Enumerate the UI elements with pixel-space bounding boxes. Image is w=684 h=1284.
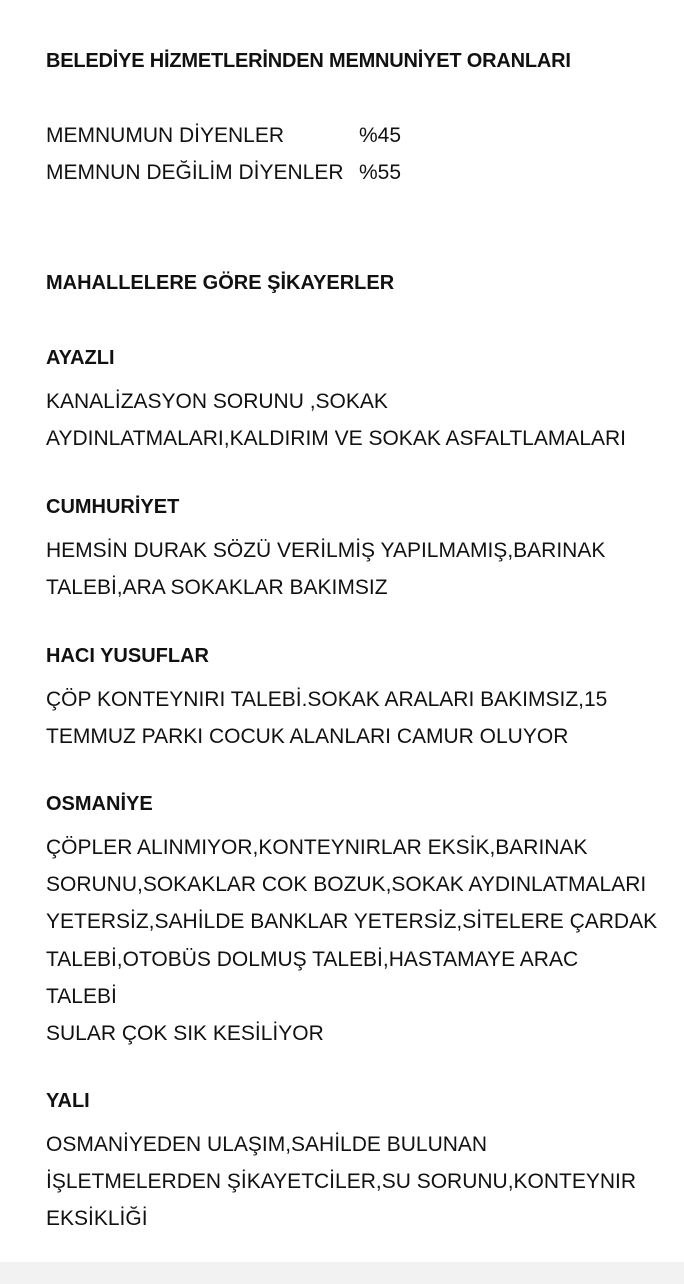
stat-value: %55	[359, 161, 402, 184]
neighborhood-cumhuriyet	[46, 495, 666, 606]
unsatisfied-stat	[46, 161, 402, 185]
neighborhood-complaints: OSMANİYEDEN ULAŞIM,SAHİLDE BULUNAN İŞLETMELERDEN ŞİKAYETCİLER,SU SORUNU,KONTEYNIR EKSİKLİĞİ	[46, 1133, 637, 1231]
neighborhood-name: HACI YUSUFLAR	[46, 645, 209, 667]
neighborhood-name: AYAZLI	[46, 347, 115, 369]
bottom-bar	[0, 1262, 684, 1284]
neighborhood-complaints: ÇÖP KONTEYNIRI TALEBİ.SOKAK ARALARI BAKIMSIZ,15 TEMMUZ PARKI COCUK ALANLARI CAMUR OLUYOR	[46, 688, 608, 749]
stat-label: MEMNUMUN DİYENLER	[46, 124, 285, 147]
stat-value: %45	[359, 124, 402, 147]
neighborhood-name: YALI	[46, 1090, 90, 1112]
complaints-heading: MAHALLELERE GÖRE ŞİKAYERLER	[46, 272, 395, 294]
neighborhood-complaints: HEMSİN DURAK SÖZÜ VERİLMİŞ YAPILMAMIŞ,BARINAK TALEBİ,ARA SOKAKLAR BAKIMSIZ	[46, 539, 606, 600]
neighborhood-complaints: ÇÖPLER ALINMIYOR,KONTEYNIRLAR EKSİK,BARINAK SORUNU,SOKAKLAR COK BOZUK,SOKAK AYDINLATMALARI YETERSİZ,SAHİLDE BANKLAR YETERSİZ,SİTELERE ÇARDAK TALEBİ,OTOBÜS DOLMUŞ TALEBİ,HASTAMAYE ARAC TALEBİ SULAR ÇOK SIK KESİLİYOR	[46, 836, 658, 1046]
stat-label: MEMNUN DEĞİLİM DİYENLER	[46, 161, 344, 184]
neighborhood-ayazli	[46, 346, 666, 457]
neighborhood-name: OSMANİYE	[46, 793, 153, 815]
neighborhood-osmaniye	[46, 792, 666, 1052]
neighborhood-complaints: KANALİZASYON SORUNU ,SOKAK AYDINLATMALARI,KALDIRIM VE SOKAK ASFALTLAMALARI	[46, 390, 627, 451]
satisfied-stat	[46, 124, 402, 148]
neighborhood-haci-yusuflar	[46, 644, 666, 755]
neighborhood-name: CUMHURİYET	[46, 496, 180, 518]
document-title: BELEDİYE HİZMETLERİNDEN MEMNUNİYET ORANLARI	[46, 50, 571, 72]
neighborhood-yali	[46, 1089, 666, 1238]
